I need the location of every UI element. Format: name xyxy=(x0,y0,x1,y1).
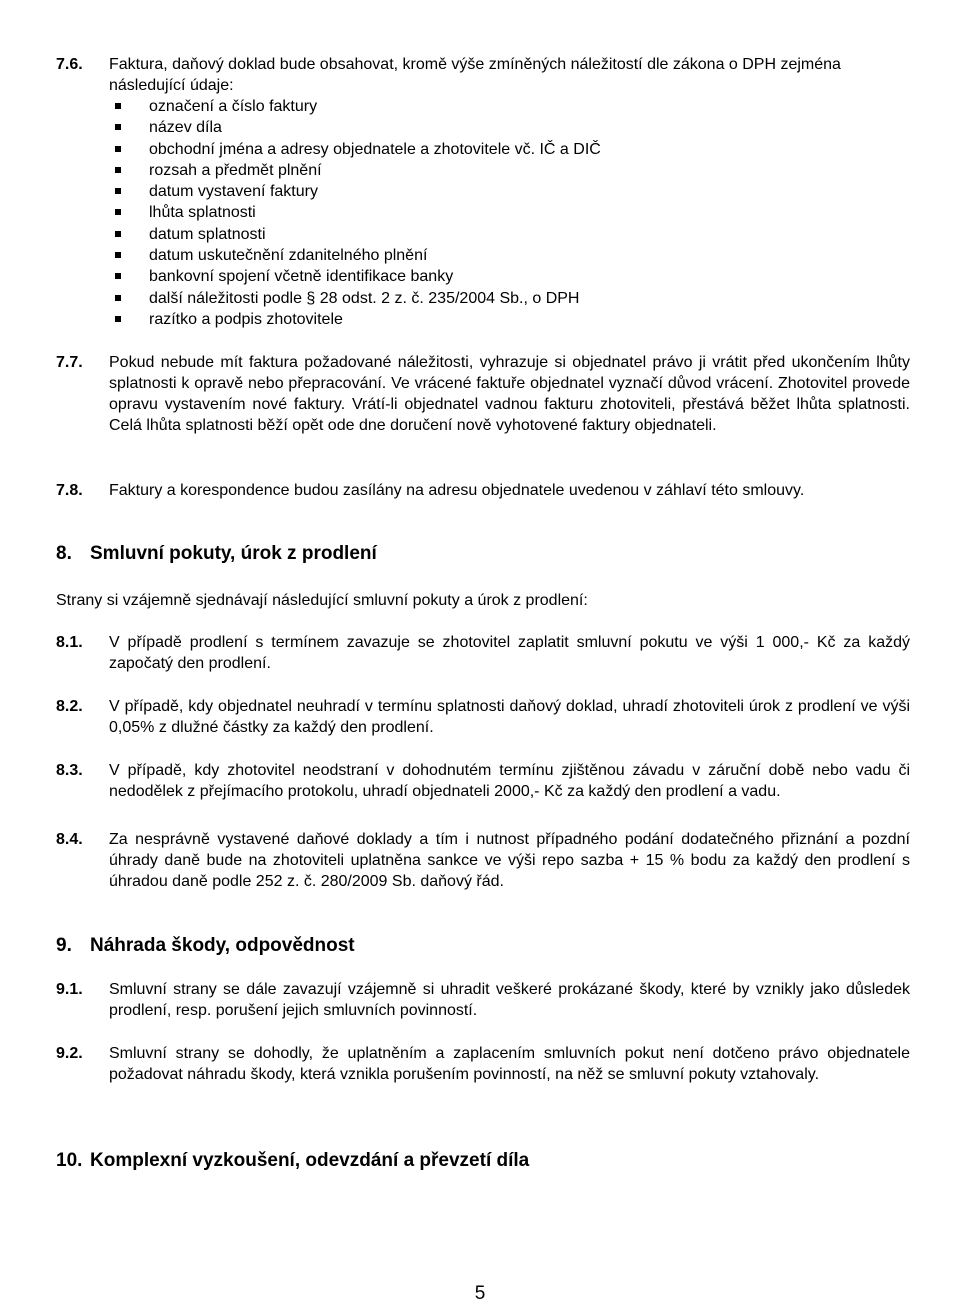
list-item xyxy=(109,309,910,330)
square-bullet-icon xyxy=(115,146,121,152)
clause-8-1 xyxy=(56,632,910,674)
list-item xyxy=(109,181,910,202)
section-number: 8. xyxy=(56,543,72,564)
clause-text: V případě, kdy objednatel neuhradí v termínu splatnosti daňový doklad, uhradí zhotoviteli úrok z prodlení ve výši 0,05% z dlužné částky za každý den prodlení. xyxy=(109,698,910,736)
list-item-text: datum splatnosti xyxy=(149,225,266,243)
section-title: Komplexní vyzkoušení, odevzdání a převzetí díla xyxy=(90,1150,530,1171)
square-bullet-icon xyxy=(115,316,121,322)
list-item xyxy=(109,288,910,309)
list-item xyxy=(109,202,910,223)
list-item-text: lhůta splatnosti xyxy=(149,204,256,222)
clause-8-2 xyxy=(56,696,910,738)
square-bullet-icon xyxy=(115,209,121,215)
clause-number: 7.6. xyxy=(56,56,83,73)
clause-text: Smluvní strany se dále zavazují vzájemně si uhradit veškeré prokázané škody, které by vznikly jako důsledek prodlení, resp. porušení jejich smluvních povinností. xyxy=(109,981,910,1019)
clause-8-4 xyxy=(56,829,910,892)
clause-number: 8.2. xyxy=(56,698,83,715)
section-title: Náhrada škody, odpovědnost xyxy=(90,935,355,956)
list-item xyxy=(109,117,910,138)
square-bullet-icon xyxy=(115,103,121,109)
clause-text: Faktura, daňový doklad bude obsahovat, kromě výše zmíněných náležitostí dle zákona o DPH zejména následující údaje: xyxy=(109,56,841,94)
clause-number: 8.1. xyxy=(56,634,83,651)
clause-7-6 xyxy=(56,54,910,330)
list-item-text: razítko a podpis zhotovitele xyxy=(149,310,343,328)
list-item-text: datum uskutečnění zdanitelného plnění xyxy=(149,247,428,265)
clause-number: 7.8. xyxy=(56,482,83,499)
clause-7-8 xyxy=(56,480,910,501)
clause-8-3 xyxy=(56,760,910,802)
invoice-requirements-list xyxy=(56,96,910,330)
square-bullet-icon xyxy=(115,167,121,173)
list-item-text: další náležitosti podle § 28 odst. 2 z. č. 235/2004 Sb., o DPH xyxy=(149,289,580,307)
clause-text: V případě, kdy zhotovitel neodstraní v dohodnutém termínu zjištěnou závadu v záruční době nebo vadu či nedodělek z přejímacího protokolu, uhradí objednateli 2000,- Kč za každý den prodlení a vadu. xyxy=(109,762,910,800)
clause-text: Smluvní strany se dohodly, že uplatněním a zaplacením smluvních pokut není dotčeno právo objednatele požadovat náhradu škody, která vznikla porušením povinností, na něž se smluvní pokuty vztahovaly. xyxy=(109,1045,910,1083)
list-item xyxy=(109,266,910,287)
clause-9-1 xyxy=(56,979,910,1021)
section-8-intro: Strany si vzájemně sjednávají následující smluvní pokuty a úrok z prodlení: xyxy=(56,592,588,609)
section-number: 10. xyxy=(56,1150,83,1171)
clause-number: 9.1. xyxy=(56,981,83,998)
clause-number: 7.7. xyxy=(56,354,83,371)
square-bullet-icon xyxy=(115,124,121,130)
clause-text: Pokud nebude mít faktura požadované náležitosti, vyhrazuje si objednatel právo ji vrátit před ukončením lhůty splatnosti k opravě nebo přepracování. Ve vrácené faktuře objednatel vyznačí důvod vrácení. Zhotovitel provede opravu vystavením nové faktury. Vrátí-li objednatel vadnou fakturu zhotoviteli, přestává běžet lhůta splatnosti. Celá lhůta splatnosti běží opět ode dne doručení nově vyhotovené faktury objednateli. xyxy=(109,354,910,434)
list-item-text: název díla xyxy=(149,119,222,137)
clause-9-2 xyxy=(56,1043,910,1085)
section-number: 9. xyxy=(56,935,72,956)
list-item-text: obchodní jména a adresy objednatele a zhotovitele vč. IČ a DIČ xyxy=(149,140,601,158)
page-number: 5 xyxy=(474,1283,486,1304)
list-item xyxy=(109,139,910,160)
clause-text: Za nesprávně vystavené daňové doklady a tím i nutnost případného podání dodatečného přiznání a pozdní úhrady daně bude na zhotoviteli uplatněna sankce ve výši repo sazba + 15 % bodu za každý den prodlení s úhradou daně podle 252 z. č. 280/2009 Sb. daňový řád. xyxy=(109,831,910,890)
list-item xyxy=(109,245,910,266)
clause-number: 9.2. xyxy=(56,1045,83,1062)
square-bullet-icon xyxy=(115,231,121,237)
square-bullet-icon xyxy=(115,252,121,258)
section-heading-8 xyxy=(56,542,377,566)
section-heading-9 xyxy=(56,934,355,958)
clause-text: V případě prodlení s termínem zavazuje se zhotovitel zaplatit smluvní pokutu ve výši 1 000,- Kč za každý započatý den prodlení. xyxy=(109,634,910,672)
list-item-text: bankovní spojení včetně identifikace banky xyxy=(149,268,454,286)
clause-text: Faktury a korespondence budou zasílány na adresu objednatele uvedenou v záhlaví této smlouvy. xyxy=(109,482,805,499)
square-bullet-icon xyxy=(115,295,121,301)
square-bullet-icon xyxy=(115,188,121,194)
list-item-text: rozsah a předmět plnění xyxy=(149,161,322,179)
clause-7-7 xyxy=(56,352,910,436)
square-bullet-icon xyxy=(115,273,121,279)
clause-number: 8.3. xyxy=(56,762,83,779)
clause-number: 8.4. xyxy=(56,831,83,848)
list-item-text: označení a číslo faktury xyxy=(149,98,318,115)
list-item xyxy=(109,96,910,117)
list-item xyxy=(109,160,910,181)
list-item xyxy=(109,224,910,245)
section-heading-10 xyxy=(56,1149,529,1173)
section-title: Smluvní pokuty, úrok z prodlení xyxy=(90,543,377,564)
list-item-text: datum vystavení faktury xyxy=(149,183,318,201)
